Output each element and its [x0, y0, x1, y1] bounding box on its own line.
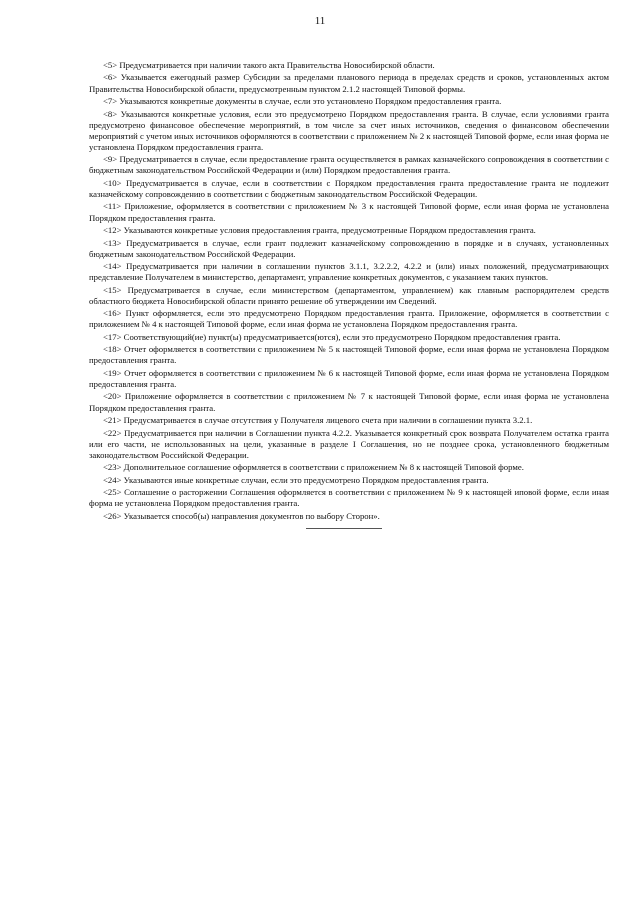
- footnote: <22> Предусматривается при наличии в Соглашении пункта 4.2.2. Указывается конкретный срок возврата Получателем остатка гранта или его части, не использованных на цели, указанные в разделе I Соглашения, но не позднее срока, установленного бюджетным законодательством Российской Федерации.: [89, 427, 609, 460]
- separator-line: [306, 528, 382, 529]
- footnote: <21> Предусматривается в случае отсутствия у Получателя лицевого счета при наличии в соглашении пункта 3.2.1.: [103, 415, 533, 426]
- footnote: <14> Предусматривается при наличии в соглашении пунктов 3.1.1, 3.2.2.2, 4.2.2 и (или) иных положений, предусматривающих представление Получателем в министерство, департамент, управление конкретных документов, с указанием таких пунктов.: [89, 261, 609, 283]
- footnote: <25> Соглашение о расторжении Соглашения оформляется в соответствии с приложением № 9 к настоящей иповой форме, если иная форма не установлена Порядком предоставления гранта.: [89, 487, 609, 509]
- footnote: <11> Приложение, оформляется в соответствии с приложением № 3 к настоящей Типовой форме, если иная форма не установлена Порядком предоставления гранта.: [89, 201, 609, 223]
- footnote: <17> Соответствующий(ие) пункт(ы) предусматривается(ются), если это предусмотрено Порядком предоставления гранта.: [103, 331, 561, 342]
- footnote: <18> Отчет оформляется в соответствии с приложением № 5 к настоящей Типовой форме, если иная форма не установлена Порядком предоставления гранта.: [89, 344, 609, 366]
- footnote: <24> Указываются иные конкретные случаи, если это предусмотрено Порядком предоставления гранта.: [103, 474, 489, 485]
- footnote: <10> Предусматривается в случае, если в соответствии с Порядком предоставления гранта предоставление гранта не подлежит казначейскому сопровождению в соответствии с бюджетным законодательством Российской Федерации.: [89, 177, 609, 199]
- footnote: <15> Предусматривается в случае, если министерством (департаментом, управлением) как главным распорядителем средств областного бюджета Новосибирской области принято решение об утверждении им Сведений.: [89, 284, 609, 306]
- footnote: <16> Пункт оформляется, если это предусмотрено Порядком предоставления гранта. Приложение, оформляется в соответствии с приложением № 4 к настоящей Типовой форме, если иная форма не установлена Порядком предоставления гранта.: [89, 308, 609, 330]
- footnotes-block: [89, 60, 609, 529]
- footnote: <9> Предусматривается в случае, если предоставление гранта осуществляется в рамках казначейского сопровождения в соответствии с бюджетным законодательством Российской Федерации и (или) Порядком предоставления гранта.: [89, 154, 609, 176]
- footnote: <7> Указываются конкретные документы в случае, если это установлено Порядком предоставления гранта.: [103, 96, 502, 107]
- footnote: <26> Указывается способ(ы) направления документов по выбору Сторон».: [103, 510, 380, 521]
- footnote: <23> Дополнительное соглашение оформляется в соответствии с приложением № 8 к настоящей Типовой форме.: [103, 462, 524, 473]
- page-number: 11: [314, 15, 326, 27]
- footnote: <13> Предусматривается в случае, если грант подлежит казначейскому сопровождению в порядке и в случаях, установленных бюджетным законодательством Российской Федерации.: [89, 237, 609, 259]
- footnote: <8> Указываются конкретные условия, если это предусмотрено Порядком предоставления гранта. В случае, если условиями гранта предусмотрено финансовое обеспечение мероприятий, в том числе за счет иных источников, сведения о финансовом обеспечении мероприятий с учетом иных источников оформляются в соответствии с приложением № 2 к настоящей Типовой форме, если иная форма не установлена Порядком предоставления гранта.: [89, 108, 609, 152]
- footnote: <19> Отчет оформляется в соответствии с приложением № 6 к настоящей Типовой форме, если иная форма не установлена Порядком предоставления гранта.: [89, 367, 609, 389]
- footnote: <6> Указывается ежегодный размер Субсидии за пределами планового периода в пределах средств и сроков, установленных актом Правительства Новосибирской области, предусмотренным пунктом 2.1.2 настоящей Типовой формы.: [89, 72, 609, 94]
- footnote: <5> Предусматривается при наличии такого акта Правительства Новосибирской области.: [103, 60, 435, 70]
- footnote: <20> Приложение оформляется в соответствии с приложением № 7 к настоящей Типовой форме, если иная форма не установлена Порядком предоставления гранта.: [89, 391, 609, 413]
- footnote: <12> Указываются конкретные условия предоставления гранта, предусмотренные Порядком предоставления гранта.: [103, 225, 536, 236]
